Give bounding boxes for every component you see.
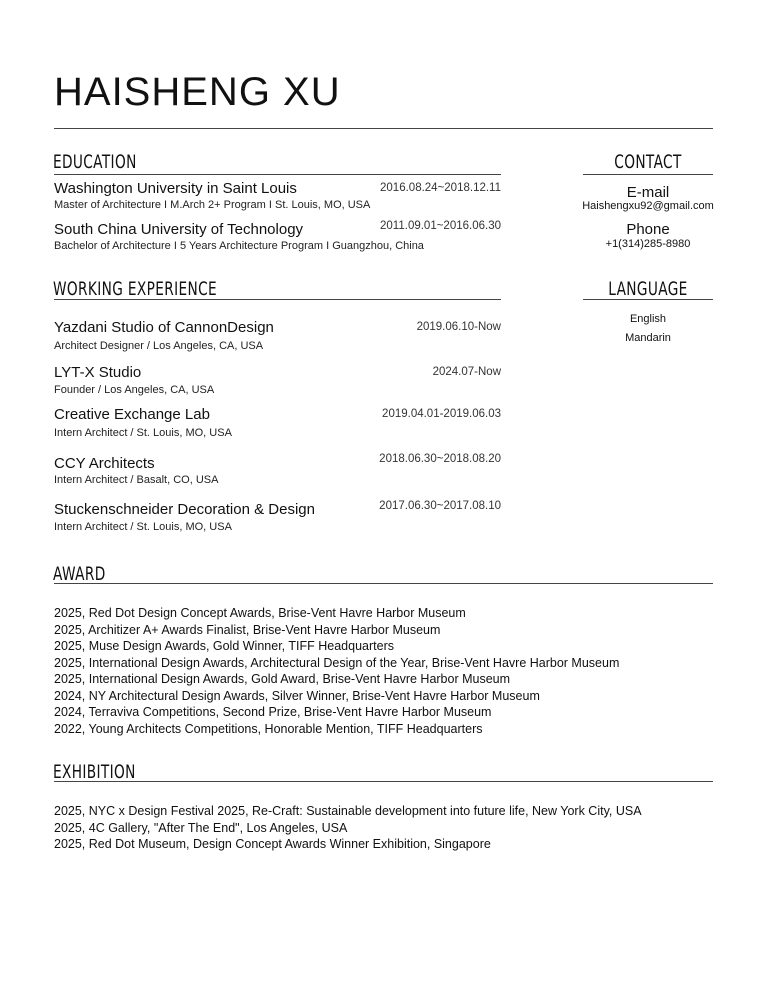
experience-divider <box>54 299 501 300</box>
language-item: English <box>629 313 667 325</box>
exhibition-divider <box>54 781 713 782</box>
resume-name: HAISHENG XU <box>54 70 341 114</box>
exhibition-item: 2025, 4C Gallery, "After The End", Los Angeles, USA <box>54 820 348 835</box>
education-date: 2011.09.01~2016.06.30 <box>380 220 501 232</box>
section-title-experience: WORKING EXPERIENCE <box>53 278 217 300</box>
award-item: 2024, Terraviva Competitions, Second Prize, Brise-Vent Havre Harbor Museum <box>54 705 492 719</box>
exhibition-item: 2025, Red Dot Museum, Design Concept Awards Winner Exhibition, Singapore <box>54 837 491 851</box>
language-divider <box>583 299 713 300</box>
experience-detail: Intern Architect / St. Louis, MO, USA <box>54 427 232 439</box>
award-item: 2025, Architizer A+ Awards Finalist, Brise-Vent Havre Harbor Museum <box>54 622 441 637</box>
education-detail: Master of Architecture I M.Arch 2+ Program I St. Louis, MO, USA <box>54 199 371 211</box>
education-school: Washington University in Saint Louis <box>54 180 297 197</box>
exhibition-list <box>54 803 642 853</box>
experience-date: 2017.06.30~2017.08.10 <box>379 500 501 512</box>
section-title-education: EDUCATION <box>53 151 137 173</box>
section-title-contact: CONTACT <box>614 151 682 173</box>
experience-company: Stuckenschneider Decoration & Design <box>54 501 315 518</box>
experience-company: Yazdani Studio of CannonDesign <box>54 319 274 336</box>
experience-date: 2024.07-Now <box>432 366 501 378</box>
education-school: South China University of Technology <box>54 221 304 238</box>
award-item: 2025, International Design Awards, Architectural Design of the Year, Brise-Vent Havre Harbor Museum <box>54 655 620 670</box>
award-item: 2024, NY Architectural Design Awards, Silver Winner, Brise-Vent Havre Harbor Museum <box>54 688 540 703</box>
experience-detail: Founder / Los Angeles, CA, USA <box>54 384 215 396</box>
experience-detail: Architect Designer / Los Angeles, CA, USA <box>54 340 264 352</box>
award-item: 2022, Young Architects Competitions, Honorable Mention, TIFF Headquarters <box>54 721 483 736</box>
contact-divider <box>583 174 713 175</box>
experience-company: LYT-X Studio <box>54 364 142 381</box>
experience-date: 2019.04.01-2019.06.03 <box>382 408 501 420</box>
exhibition-item: 2025, NYC x Design Festival 2025, Re-Craft: Sustainable development into future life, New York City, USA <box>54 804 642 818</box>
header-divider <box>54 128 713 129</box>
email-label: E-mail <box>626 184 670 201</box>
education-detail: Bachelor of Architecture I 5 Years Architecture Program I Guangzhou, China <box>54 240 424 252</box>
section-title-language: LANGUAGE <box>608 278 688 300</box>
language-item: Mandarin <box>625 332 671 344</box>
experience-company: CCY Architects <box>54 455 155 472</box>
phone-label: Phone <box>626 221 670 238</box>
award-divider <box>54 583 713 584</box>
section-title-exhibition: EXHIBITION <box>53 761 136 783</box>
phone-value[interactable]: +1(314)285-8980 <box>605 238 691 250</box>
education-divider <box>54 174 501 175</box>
experience-detail: Intern Architect / Basalt, CO, USA <box>54 474 219 486</box>
experience-company: Creative Exchange Lab <box>54 406 210 423</box>
education-date: 2016.08.24~2018.12.11 <box>380 182 501 194</box>
award-item: 2025, Muse Design Awards, Gold Winner, TIFF Headquarters <box>54 639 394 653</box>
award-item: 2025, International Design Awards, Gold Award, Brise-Vent Havre Harbor Museum <box>54 672 511 686</box>
experience-date: 2018.06.30~2018.08.20 <box>379 453 501 465</box>
email-value[interactable]: Haishengxu92@gmail.com <box>582 200 714 212</box>
section-title-award: AWARD <box>53 563 106 585</box>
experience-date: 2019.06.10-Now <box>416 321 501 333</box>
experience-detail: Intern Architect / St. Louis, MO, USA <box>54 521 232 533</box>
award-item: 2025, Red Dot Design Concept Awards, Brise-Vent Havre Harbor Museum <box>54 606 466 620</box>
award-list <box>54 605 619 737</box>
